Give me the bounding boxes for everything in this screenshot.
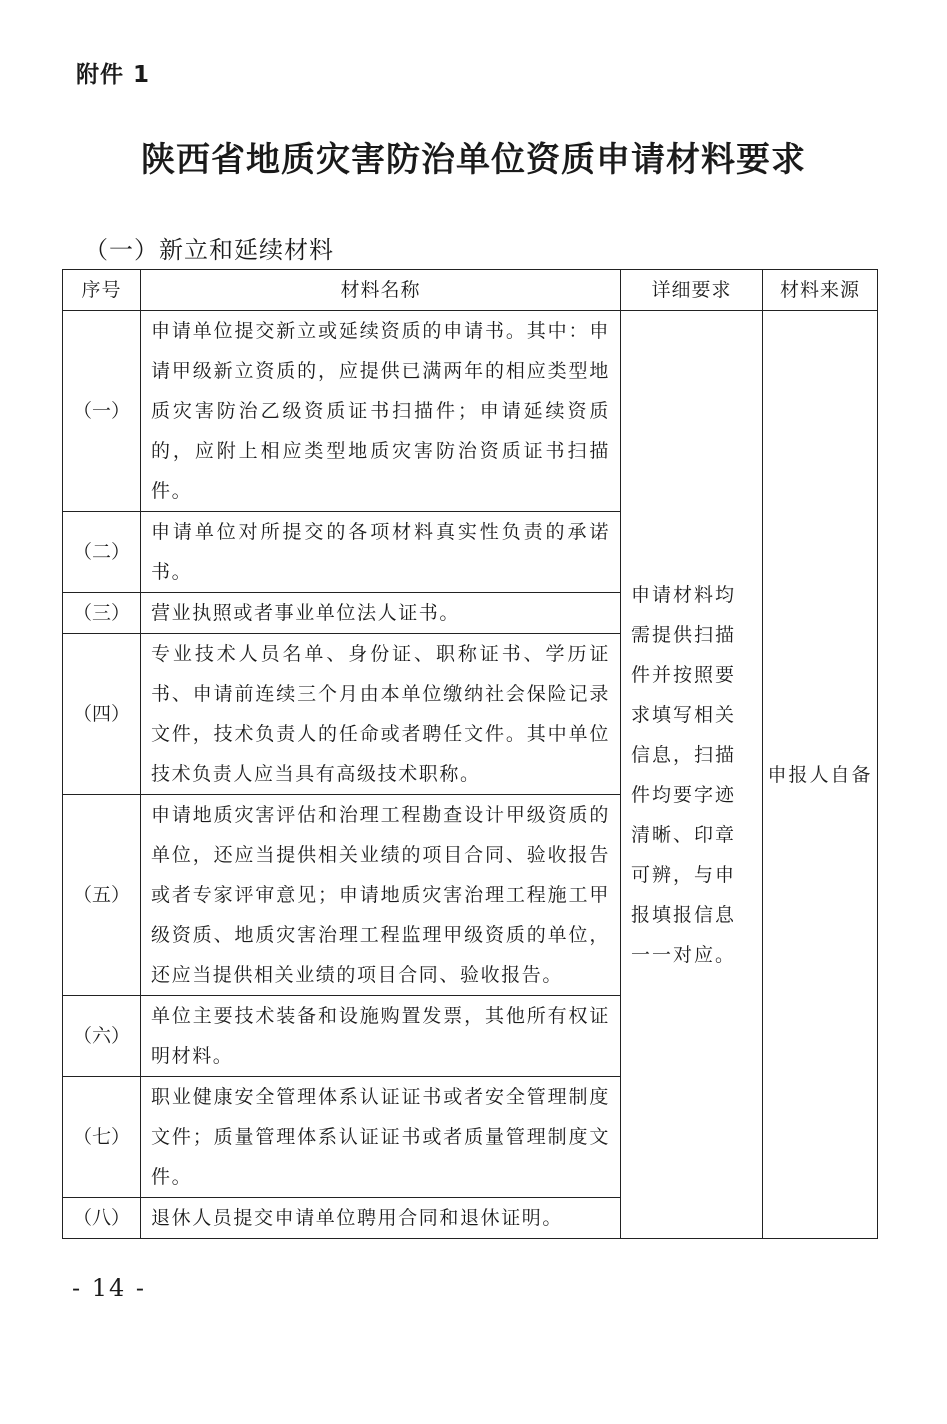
page-number: - 14 - xyxy=(72,1274,147,1302)
header-name: 材料名称 xyxy=(141,270,621,311)
row-material-name: 职业健康安全管理体系认证证书或者安全管理制度文件；质量管理体系认证证书或者质量管理制度文件。 xyxy=(141,1077,621,1198)
row-seq: （三） xyxy=(63,593,141,634)
row-material-name: 申请地质灾害评估和治理工程勘查设计甲级资质的单位，还应当提供相关业绩的项目合同、验收报告或者专家评审意见；申请地质灾害治理工程施工甲级资质、地质灾害治理工程监理甲级资质的单位，还应当提供相关业绩的项目合同、验收报告。 xyxy=(141,795,621,996)
header-source: 材料来源 xyxy=(763,270,878,311)
row-seq: （二） xyxy=(63,512,141,593)
row-seq: （七） xyxy=(63,1077,141,1198)
table-header-row xyxy=(63,270,878,311)
row-material-name: 申请单位提交新立或延续资质的申请书。其中：申请甲级新立资质的，应提供已满两年的相应类型地质灾害防治乙级资质证书扫描件；申请延续资质的，应附上相应类型地质灾害防治资质证书扫描件。 xyxy=(141,311,621,512)
attachment-label: 附件 1 xyxy=(76,62,151,88)
section-heading: （一）新立和延续材料 xyxy=(84,236,334,264)
row-material-name: 退休人员提交申请单位聘用合同和退休证明。 xyxy=(141,1198,621,1239)
requirements-table xyxy=(62,269,878,1239)
detail-requirement: 申请材料均需提供扫描件并按照要求填写相关信息，扫描件均要字迹清晰、印章可辨，与申报填报信息一一对应。 xyxy=(621,311,763,1239)
row-material-name: 专业技术人员名单、身份证、职称证书、学历证书、申请前连续三个月由本单位缴纳社会保险记录文件，技术负责人的任命或者聘任文件。其中单位技术负责人应当具有高级技术职称。 xyxy=(141,634,621,795)
material-source: 申报人自备 xyxy=(763,311,878,1239)
row-material-name: 营业执照或者事业单位法人证书。 xyxy=(141,593,621,634)
document-title: 陕西省地质灾害防治单位资质申请材料要求 xyxy=(141,140,806,180)
row-seq: （一） xyxy=(63,311,141,512)
row-seq: （八） xyxy=(63,1198,141,1239)
row-seq: （五） xyxy=(63,795,141,996)
table-row xyxy=(63,311,878,512)
row-seq: （六） xyxy=(63,996,141,1077)
row-material-name: 申请单位对所提交的各项材料真实性负责的承诺书。 xyxy=(141,512,621,593)
row-material-name: 单位主要技术装备和设施购置发票，其他所有权证明材料。 xyxy=(141,996,621,1077)
row-seq: （四） xyxy=(63,634,141,795)
header-detail: 详细要求 xyxy=(621,270,763,311)
header-seq: 序号 xyxy=(63,270,141,311)
